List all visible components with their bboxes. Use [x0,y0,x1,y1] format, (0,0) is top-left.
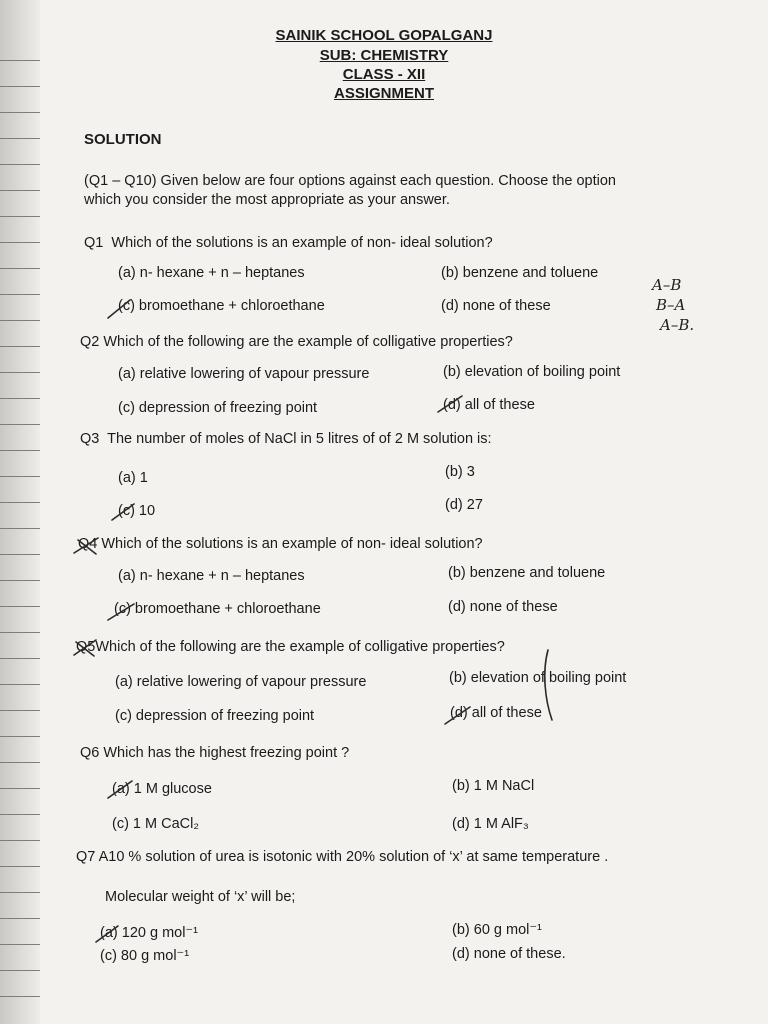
notebook-ruling [0,788,40,789]
question-number: Q4 [78,536,98,552]
q2-option-b: (b) elevation of boiling point [443,364,621,380]
notebook-ruling [0,528,40,529]
q7-option-d: (d) none of these. [452,946,566,962]
q4-option-d: (d) none of these [448,599,558,615]
q1-option-d: (d) none of these [441,298,551,314]
notebook-ruling [0,190,40,191]
q1-option-b: (b) benzene and toluene [441,265,599,281]
question-number: Q6 [80,745,100,761]
notebook-ruling [0,918,40,919]
q4-option-c: (c) bromoethane + chloroethane [114,601,321,617]
question-number: Q5 [76,639,96,655]
q6-option-b: (b) 1 M NaCl [452,778,535,794]
notebook-ruling [0,112,40,113]
question-text: Which of the following are the example of colligative properties? [95,639,505,655]
q6-option-a: (a) 1 M glucose [112,781,212,797]
instructions-line-2: which you consider the most appropriate as your answer. [84,192,450,208]
q7-option-b: (b) 60 g mol⁻¹ [452,922,542,938]
question-number: Q1 [84,235,104,251]
notebook-ruling [0,372,40,373]
q2-option-c: (c) depression of freezing point [118,400,318,416]
question-number: Q2 [80,334,100,350]
notebook-ruling [0,424,40,425]
question-1 [84,235,493,251]
notebook-ruling [0,658,40,659]
notebook-ruling [0,996,40,997]
notebook-ruling [0,892,40,893]
q3-option-a: (a) 1 [118,470,148,486]
question-6 [80,745,349,761]
question-3 [80,431,492,447]
notebook-ruling [0,320,40,321]
q6-option-d: (d) 1 M AlF₃ [452,816,529,832]
question-text: Which of the solutions is an example of non- ideal solution? [101,536,483,552]
assignment-title: ASSIGNMENT [333,85,434,102]
question-text: Which of the following are the example of colligative properties? [103,334,513,350]
q4-option-a: (a) n- hexane + n – heptanes [118,568,305,584]
notebook-ruling [0,814,40,815]
question-text: The number of moles of NaCl in 5 litres of of 2 M solution is: [107,431,492,447]
notebook-ruling [0,970,40,971]
handwritten-note-1: A–B [652,276,682,294]
notebook-ruling [0,762,40,763]
notebook-ruling [0,398,40,399]
subject-line: SUB: CHEMISTRY [319,47,449,64]
instructions-line-1: (Q1 – Q10) Given below are four options against each question. Choose the option [84,173,616,189]
notebook-ruling [0,268,40,269]
notebook-ruling [0,554,40,555]
q7-option-c: (c) 80 g mol⁻¹ [100,948,190,964]
q5-option-c: (c) depression of freezing point [115,708,315,724]
question-text: Which has the highest freezing point ? [103,745,350,761]
q3-option-c: (c) 10 [118,503,156,519]
notebook-ruling [0,606,40,607]
notebook-ruling [0,502,40,503]
notebook-ruling [0,476,40,477]
section-title: SOLUTION [84,131,162,148]
question-4 [78,536,483,552]
notebook-ruling [0,866,40,867]
notebook-binding [0,0,40,1024]
notebook-ruling [0,840,40,841]
question-7 [76,849,608,865]
notebook-ruling [0,944,40,945]
q4-option-b: (b) benzene and toluene [448,565,606,581]
q1-option-a: (a) n- hexane + n – heptanes [118,265,305,281]
notebook-ruling [0,736,40,737]
notebook-ruling [0,242,40,243]
q3-option-b: (b) 3 [445,464,475,480]
q5-option-b: (b) elevation of boiling point [449,670,627,686]
notebook-ruling [0,450,40,451]
question-text: A10 % solution of urea is isotonic with 20% solution of ‘x’ at same temperature . [98,849,609,865]
q5-option-a: (a) relative lowering of vapour pressure [115,674,367,690]
handwritten-note-2: B–A [656,296,686,314]
notebook-ruling [0,580,40,581]
notebook-ruling [0,710,40,711]
q3-option-d: (d) 27 [445,497,483,513]
notebook-ruling [0,164,40,165]
q7-option-a: (a) 120 g mol⁻¹ [100,925,198,941]
notebook-ruling [0,346,40,347]
q1-option-c: (c) bromoethane + chloroethane [118,298,325,314]
notebook-ruling [0,632,40,633]
q2-option-d: (d) all of these [443,397,535,413]
class-line: CLASS - XII [342,66,426,83]
question-number: Q3 [80,431,100,447]
q5-option-d: (d) all of these [450,705,542,721]
notebook-ruling [0,684,40,685]
question-5 [76,639,505,655]
question-7-continued: Molecular weight of ‘x’ will be; [105,889,296,905]
notebook-ruling [0,294,40,295]
question-2 [80,334,513,350]
q2-option-a: (a) relative lowering of vapour pressure [118,366,370,382]
handwritten-note-3: A–B. [660,316,695,334]
school-name: SAINIK SCHOOL GOPALGANJ [275,27,493,44]
question-text: Which of the solutions is an example of non- ideal solution? [111,235,493,251]
notebook-ruling [0,138,40,139]
question-number: Q7 [76,849,96,865]
q6-option-c: (c) 1 M CaCl₂ [112,816,199,832]
notebook-ruling [0,216,40,217]
